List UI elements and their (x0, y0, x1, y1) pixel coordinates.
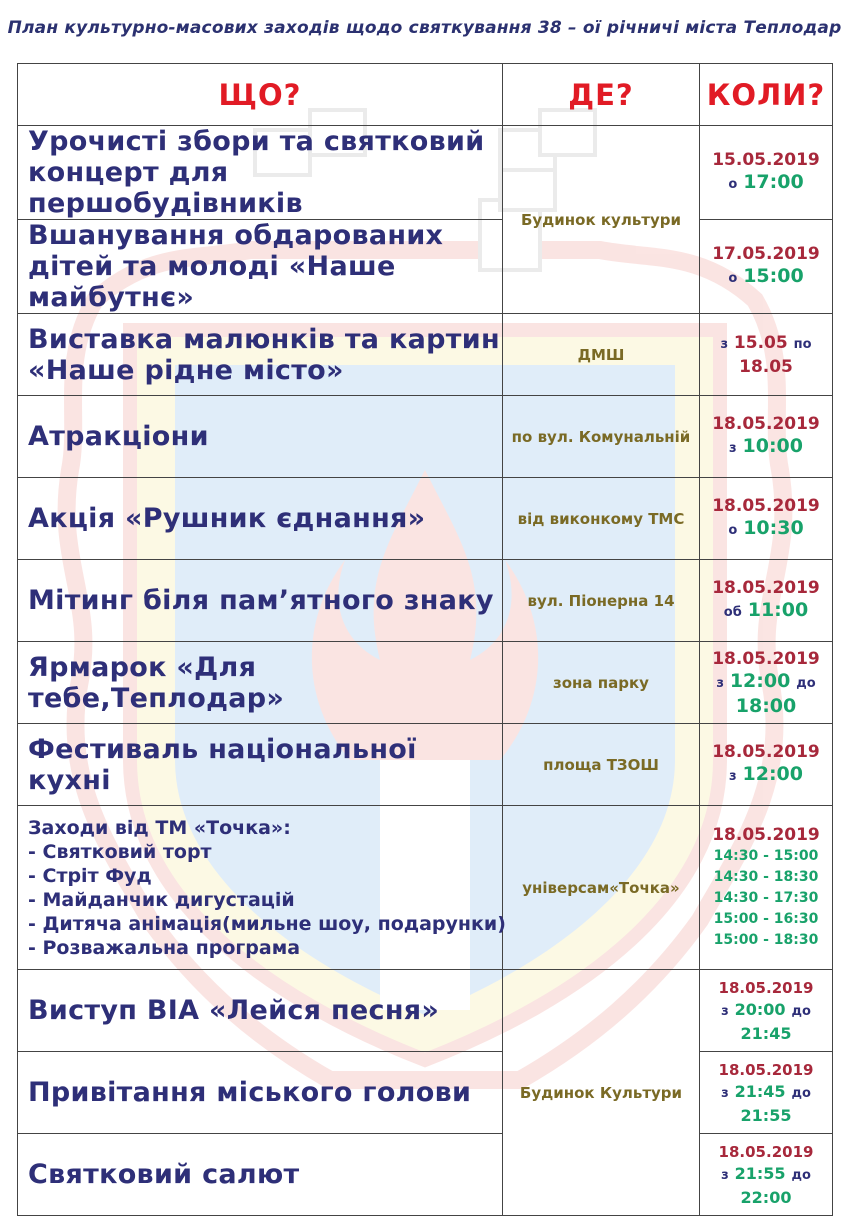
event-time (700, 314, 833, 396)
event-list-heading: Заходи від ТМ «Точка»: (28, 816, 291, 839)
start-time: 20:00 (734, 999, 786, 1019)
event-place: від виконкому ТМС (503, 478, 700, 560)
start-time: 12:00 (742, 763, 803, 785)
table-row (18, 560, 833, 642)
event-date: 18.05.2019 (712, 649, 820, 669)
start-date: 15.05 (733, 332, 788, 353)
event-time (700, 642, 833, 724)
end-time: 18:00 (735, 695, 797, 717)
start-time: 10:00 (742, 435, 803, 457)
event-name: Мітинг біля пам’ятного знаку (18, 560, 503, 642)
list-item: - Стріт Фуд (28, 864, 152, 887)
table-row (18, 806, 833, 970)
event-time (700, 478, 833, 560)
table-row (18, 396, 833, 478)
time-slot: 15:00 - 16:30 (713, 911, 819, 927)
event-time (700, 1052, 833, 1134)
time-prefix: з (716, 676, 724, 691)
time-slot: 14:30 - 17:30 (713, 890, 819, 906)
start-time: 21:45 (734, 1081, 786, 1101)
time-prefix: з (729, 441, 737, 456)
event-name: Привітання міського голови (18, 1052, 503, 1134)
time-prefix: з (721, 1167, 729, 1183)
event-time (700, 970, 833, 1052)
header-what: ЩО? (18, 64, 503, 126)
list-item: - Майданчик дигустацій (28, 888, 295, 911)
list-item: - Розважальна програма (28, 936, 301, 959)
event-name: Акція «Рушник єднання» (18, 478, 503, 560)
events-table (17, 63, 833, 1216)
event-date: 18.05.2019 (712, 496, 820, 516)
event-name: Виступ ВІА «Лейся песня» (18, 970, 503, 1052)
end-date: 18.05 (739, 356, 793, 377)
event-time (700, 560, 833, 642)
list-item: - Святковий торт (28, 840, 212, 863)
table-row (18, 1052, 833, 1134)
event-date: 18.05.2019 (712, 742, 820, 762)
table-row (18, 1134, 833, 1216)
event-date: 18.05.2019 (712, 825, 820, 845)
end-time: 22:00 (740, 1187, 792, 1207)
end-time: 21:45 (740, 1023, 792, 1043)
time-mid: до (791, 1167, 811, 1183)
event-date: 15.05.2019 (712, 150, 820, 170)
table-row (18, 642, 833, 724)
start-time: 17:00 (743, 171, 804, 193)
event-list (18, 806, 506, 970)
table-row (18, 478, 833, 560)
event-date: 17.05.2019 (712, 244, 820, 264)
event-name: Виставка малюнків та картин «Наше рідне місто» (18, 314, 503, 396)
end-time: 21:55 (740, 1105, 792, 1125)
event-date: 18.05.2019 (718, 1142, 814, 1161)
time-prefix: з (721, 1085, 729, 1101)
page-title: План культурно-масових заходів щодо святкування 38 – ої річничі міста Теплодар (7, 18, 842, 38)
time-prefix: з (721, 1003, 729, 1019)
event-place: площа ТЗОШ (503, 724, 700, 806)
time-slot: 15:00 - 18:30 (713, 932, 819, 948)
table-row (18, 126, 833, 220)
event-time (700, 724, 833, 806)
event-name: Фестиваль національної кухні (18, 724, 503, 806)
start-time: 10:30 (743, 517, 804, 539)
start-time: 21:55 (734, 1163, 786, 1183)
time-prefix: о (728, 523, 738, 538)
time-mid: до (791, 1085, 811, 1101)
start-time: 15:00 (743, 265, 804, 287)
event-place: Будинок культури (503, 126, 700, 314)
event-date: 18.05.2019 (718, 1060, 814, 1079)
table-row (18, 220, 833, 314)
time-prefix: об (723, 605, 742, 620)
event-place: зона парку (503, 642, 700, 724)
table-row (18, 970, 833, 1052)
event-place: Будинок Культури (503, 970, 700, 1216)
event-name: Святковий салют (18, 1134, 503, 1216)
time-slot: 14:30 - 18:30 (713, 869, 819, 885)
time-prefix: о (728, 177, 738, 192)
event-name: Ярмарок «Для тебе,Теплодар» (18, 642, 503, 724)
event-time (700, 220, 833, 314)
event-place: універсам«Точка» (503, 806, 700, 970)
time-mid: до (791, 1003, 811, 1019)
header-where: ДЕ? (503, 64, 700, 126)
time-mid: до (796, 676, 816, 691)
event-date: 18.05.2019 (712, 578, 820, 598)
event-place: ДМШ (503, 314, 700, 396)
table-row (18, 724, 833, 806)
event-time (700, 1134, 833, 1216)
time-mid: по (793, 336, 812, 352)
event-name: Атракціони (18, 396, 503, 478)
time-prefix: з (729, 769, 737, 784)
event-time (700, 396, 833, 478)
event-date: 18.05.2019 (712, 414, 820, 434)
table-row (18, 314, 833, 396)
list-item: - Дитяча анімація(мильне шоу, подарунки) (28, 912, 506, 935)
start-time: 12:00 (729, 670, 791, 692)
event-place: вул. Піонерна 14 (503, 560, 700, 642)
event-date: 18.05.2019 (718, 978, 814, 997)
event-time (700, 806, 833, 970)
event-name: Вшанування обдарованих дітей та молоді «Наше майбутнє» (18, 220, 503, 314)
time-slot: 14:30 - 15:00 (713, 848, 819, 864)
event-time (700, 126, 833, 220)
time-prefix: з (720, 336, 728, 352)
start-time: 11:00 (747, 599, 809, 621)
event-name: Урочисті збори та святковий концерт для першобудівників (18, 126, 503, 220)
event-place: по вул. Комунальній (503, 396, 700, 478)
time-prefix: о (728, 271, 738, 286)
header-when: КОЛИ? (700, 64, 833, 126)
table-header-row (18, 64, 833, 126)
